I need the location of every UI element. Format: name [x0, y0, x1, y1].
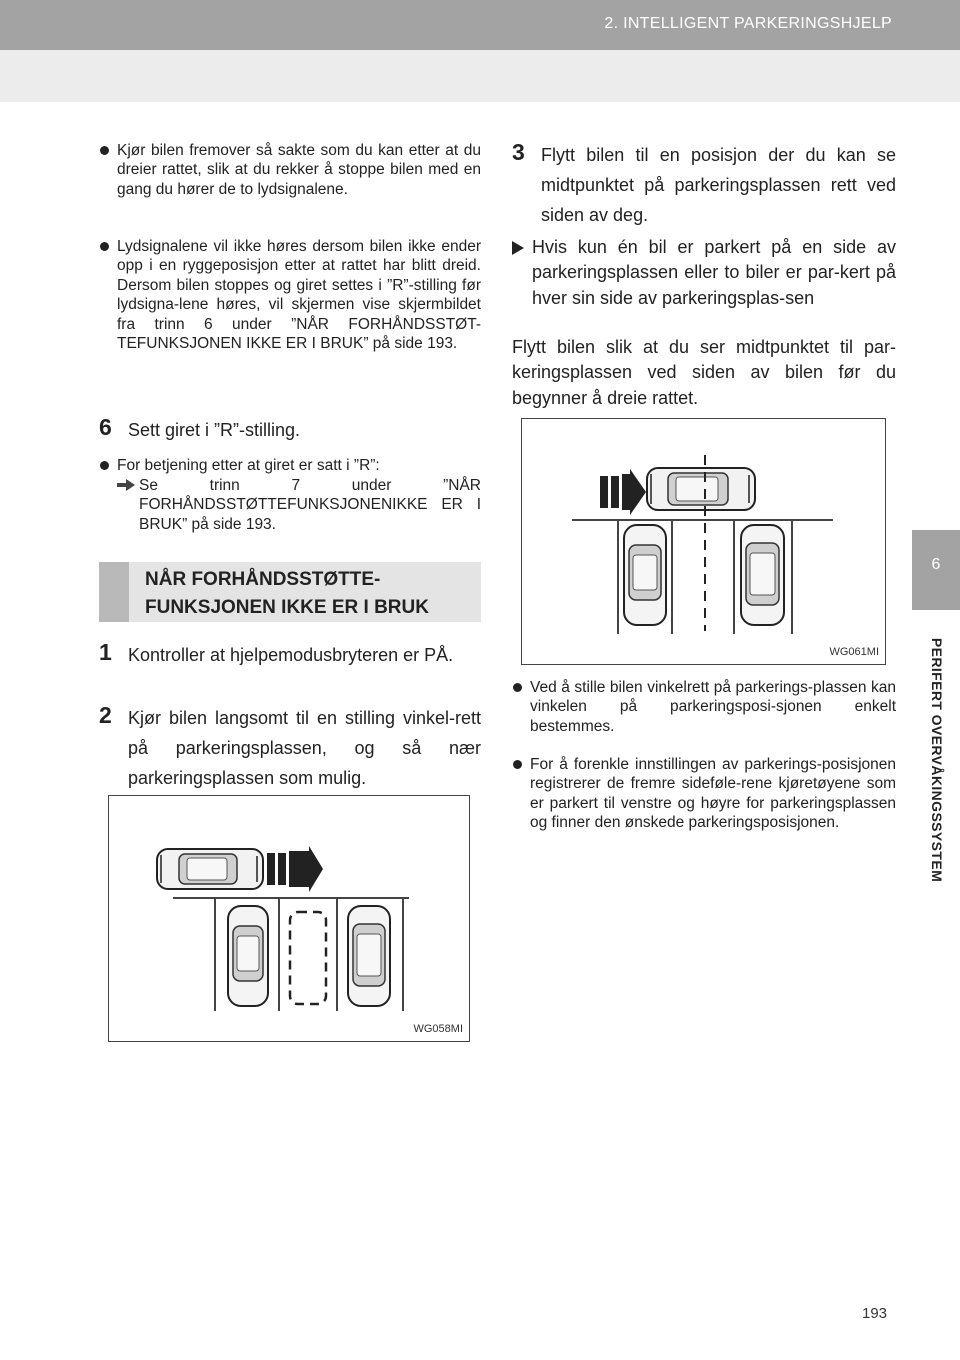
illustration-align-center	[521, 418, 886, 665]
section-heading-line: NÅR FORHÅNDSSTØTTE-	[145, 569, 381, 590]
direction-arrow-icon	[267, 846, 323, 892]
step-text: Sett giret i ”R”-stilling.	[128, 420, 301, 440]
figure-code: WG058MI	[413, 1023, 463, 1035]
illustration-approach-parking	[108, 795, 470, 1042]
condition-item: Hvis kun én bil er parkert på en side av parkeringsplassen eller to biler er par-kert på hver sin side av parkeringsplas-sen	[512, 235, 896, 311]
step-number: 3	[512, 139, 525, 165]
figure-code: WG061MI	[829, 646, 879, 658]
bullet-item: Kjør bilen fremover så sakte som du kan etter at du dreier rattet, slik at du rekker å stoppe bilen med en gang du hører de to lydsignalene.	[99, 141, 481, 199]
step-number: 2	[99, 702, 112, 728]
step-number: 1	[99, 639, 112, 665]
moving-car-icon	[157, 849, 263, 889]
section-heading-line: FUNKSJONEN IKKE ER I BRUK	[145, 597, 429, 618]
chapter-tab[interactable]	[912, 530, 960, 610]
bullet-item: For å forenkle innstillingen av parkerings-posisjonen registrerer de fremre sideføle-rene kjøretøyene som er parkert til venstre og høyre for parkeringsplassen og finner den ønskede parkeringsposisjonen.	[512, 755, 896, 833]
direction-arrow-icon	[600, 469, 646, 515]
step-text: Kontroller at hjelpemodusbryteren er PÅ.	[128, 645, 454, 665]
cross-reference-text: Se trinn 7 under ”NÅR FORHÅNDSSTØTTEFUNKSJONENIKKE ER I BRUK” på side 193.	[139, 477, 481, 533]
parking-diagram	[109, 796, 471, 1043]
chapter-title: 2. INTELLIGENT PARKERINGSHJELP	[604, 15, 892, 32]
step-2	[99, 703, 481, 793]
bullet-item: Lydsignalene vil ikke høres dersom bilen ikke ender opp i en ryggeposisjon etter at rattet har blitt dreid. Dersom bilen stoppes og giret settes i ”R”-stilling før lydsigna-lene høres, vil skjermen vise skjermbildet fra trinn 6 under ”NÅR FORHÅNDSSTØT-TEFUNKSJONEN IKKE ER I BRUK” på side 193.	[99, 237, 481, 353]
bullet-item: For betjening etter at giret er satt i ”R”:	[99, 456, 481, 475]
bullet-item: Ved å stille bilen vinkelrett på parkerings-plassen kan vinkelen på parkeringsposi-sjonen enkelt bestemmes.	[512, 678, 896, 736]
section-heading-bar	[99, 562, 129, 622]
header-bar	[0, 0, 960, 50]
step-text: Flytt bilen til en posisjon der du kan se midtpunktet på parkeringsplassen rett ved siden av deg.	[541, 145, 896, 225]
parked-car-icon	[624, 525, 666, 625]
page-number: 193	[862, 1305, 888, 1322]
chapter-side-label: PERIFERT OVERVÅKINGSSYSTEM	[929, 637, 945, 883]
arrow-right-icon	[117, 479, 135, 491]
target-slot-outline	[290, 912, 326, 1004]
parked-car-icon	[741, 525, 784, 625]
parking-diagram	[522, 419, 887, 666]
section-heading-text	[145, 566, 429, 622]
parked-car-icon	[348, 906, 390, 1006]
parked-car-icon	[228, 906, 268, 1006]
step-3	[512, 140, 896, 230]
header-band	[0, 50, 960, 102]
chapter-tab-number: 6	[931, 556, 941, 573]
step-text: Kjør bilen langsomt til en stilling vinkel-rett på parkeringsplassen, og så nær parkeringsplassen som mulig.	[128, 708, 481, 788]
instruction-paragraph: Flytt bilen slik at du ser midtpunktet til par-keringsplassen ved siden av bilen før du begynner å dreie rattet.	[512, 337, 896, 408]
cross-reference	[99, 476, 481, 534]
step-1	[99, 640, 481, 670]
step-number: 6	[99, 414, 112, 440]
moving-car-icon	[647, 468, 755, 510]
step-6	[99, 415, 481, 445]
section-heading	[99, 562, 481, 622]
